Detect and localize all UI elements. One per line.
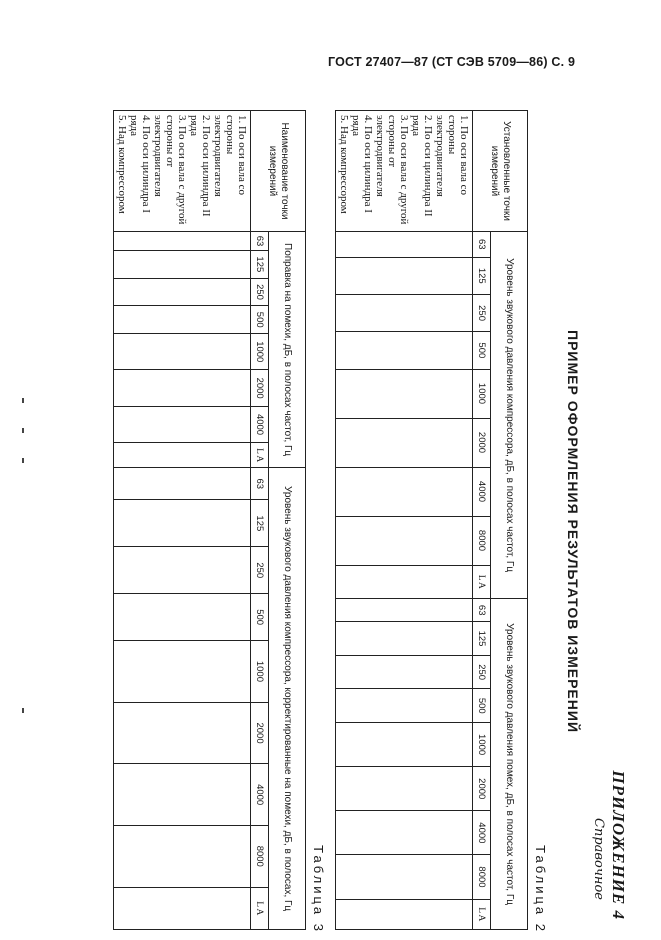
freq-cell: 1000 [251,641,269,703]
value-cell [114,251,251,279]
value-cell [114,232,251,251]
table-row: 2. По оси цилиндра II ряда [188,115,212,217]
la-cell: L A [251,887,269,929]
freq-cell: 500 [473,689,491,723]
value-cell [336,855,473,899]
value-cell [336,599,473,622]
table2-group1-header: Уровень звукового давления компрессора, дБ, в полосах частот, Гц [491,232,528,599]
freq-cell: 8000 [251,825,269,887]
table-row: 1. По оси вала со стороны электродвигателя [212,115,248,197]
value-cell [336,689,473,723]
freq-cell: 63 [473,599,491,622]
la-cell: L A [473,899,491,929]
value-cell [336,565,473,599]
freq-cell: 250 [473,655,491,689]
value-cell [336,257,473,294]
freq-cell: 8000 [473,516,491,565]
value-cell [114,825,251,887]
freq-cell: 4000 [251,764,269,826]
table3-row-labels [114,111,251,232]
scan-mark [22,708,24,713]
value-cell [114,547,251,594]
table2-group2-header: Уровень звукового давления помех, дБ, в полосах частот, Гц [491,599,528,930]
table2-row-labels [336,111,473,232]
freq-cell: 63 [251,232,269,251]
freq-cell: 1000 [473,723,491,767]
table3-label: Таблица 3 [311,845,326,934]
value-cell [336,232,473,258]
freq-cell: 2000 [473,418,491,467]
table3-group1-header: Поправка на помехи, дБ, в полосах частот, Гц [269,232,306,468]
freq-cell: 125 [251,251,269,279]
value-cell [336,899,473,929]
value-cell [336,369,473,418]
value-cell [114,641,251,703]
value-cell [336,655,473,689]
freq-cell: 1000 [251,334,269,370]
table2-freq-row [473,111,491,930]
table2-label: Таблица 2 [533,845,548,934]
table3-body [114,111,251,930]
freq-cell: 4000 [473,811,491,855]
value-cell [114,594,251,641]
appendix-subtitle: Справочное [591,818,606,900]
value-cell [114,406,251,442]
freq-cell: 125 [473,257,491,294]
freq-cell: 63 [251,468,269,500]
value-cell [114,306,251,334]
value-cell [114,500,251,547]
la-cell: L A [251,443,269,468]
freq-cell: 4000 [251,406,269,442]
value-cell [114,887,251,929]
page-header: ГОСТ 27407—87 (СТ СЭВ 5709—86) С. 9 [328,55,576,69]
value-cell [114,468,251,500]
freq-cell: 500 [251,594,269,641]
value-cell [114,443,251,468]
value-cell [114,702,251,764]
table-row: 3. По оси вала с другой стороны от электродвигателя [152,115,188,225]
table-row: 4. По оси цилиндра I ряда [128,115,152,213]
table3-name-header: Наименование точки измерений [251,111,306,232]
value-cell [114,370,251,406]
table-row: 4. По оси цилиндра I ряда [350,115,374,213]
scan-mark [22,458,24,463]
value-cell [114,334,251,370]
freq-cell: 250 [473,294,491,331]
freq-cell: 63 [473,232,491,258]
freq-cell: 125 [473,622,491,656]
table-row: 3. По оси вала с другой стороны от электродвигателя [374,115,410,225]
freq-cell: 250 [251,547,269,594]
table-row: 5. Над компрессором [116,115,128,214]
table3-group2-header: Уровень звукового давления компрессора, корректированные на помехи, дБ, в полосах, Гц [269,468,306,930]
table-row: 1. По оси вала со стороны электродвигателя [434,115,470,197]
appendix-title: ПРИЛОЖЕНИЕ 4 [609,770,628,920]
rotated-content [118,90,628,940]
value-cell [336,811,473,855]
value-cell [336,622,473,656]
freq-cell: 2000 [473,767,491,811]
freq-cell: 8000 [473,855,491,899]
freq-cell: 125 [251,500,269,547]
value-cell [114,278,251,306]
value-cell [336,467,473,516]
value-cell [336,294,473,331]
value-cell [336,332,473,369]
table3-freq-row [251,111,269,930]
table-row: 2. По оси цилиндра II ряда [410,115,434,217]
freq-cell: 250 [251,278,269,306]
value-cell [336,516,473,565]
table3 [113,110,306,930]
main-title: ПРИМЕР ОФОРМЛЕНИЯ РЕЗУЛЬТАТОВ ИЗМЕРЕНИЙ [565,330,581,733]
value-cell [336,723,473,767]
table-row: 5. Над компрессором [338,115,350,214]
freq-cell: 500 [473,332,491,369]
value-cell [336,418,473,467]
table2-body [336,111,473,930]
freq-cell: 1000 [473,369,491,418]
value-cell [114,764,251,826]
table2-name-header: Установленные точки измерений [473,111,528,232]
value-cell [336,767,473,811]
freq-cell: 2000 [251,370,269,406]
scan-mark [22,398,24,403]
freq-cell: 2000 [251,702,269,764]
freq-cell: 4000 [473,467,491,516]
scan-mark [22,428,24,433]
table2 [335,110,528,930]
freq-cell: 500 [251,306,269,334]
la-cell: L A [473,565,491,599]
